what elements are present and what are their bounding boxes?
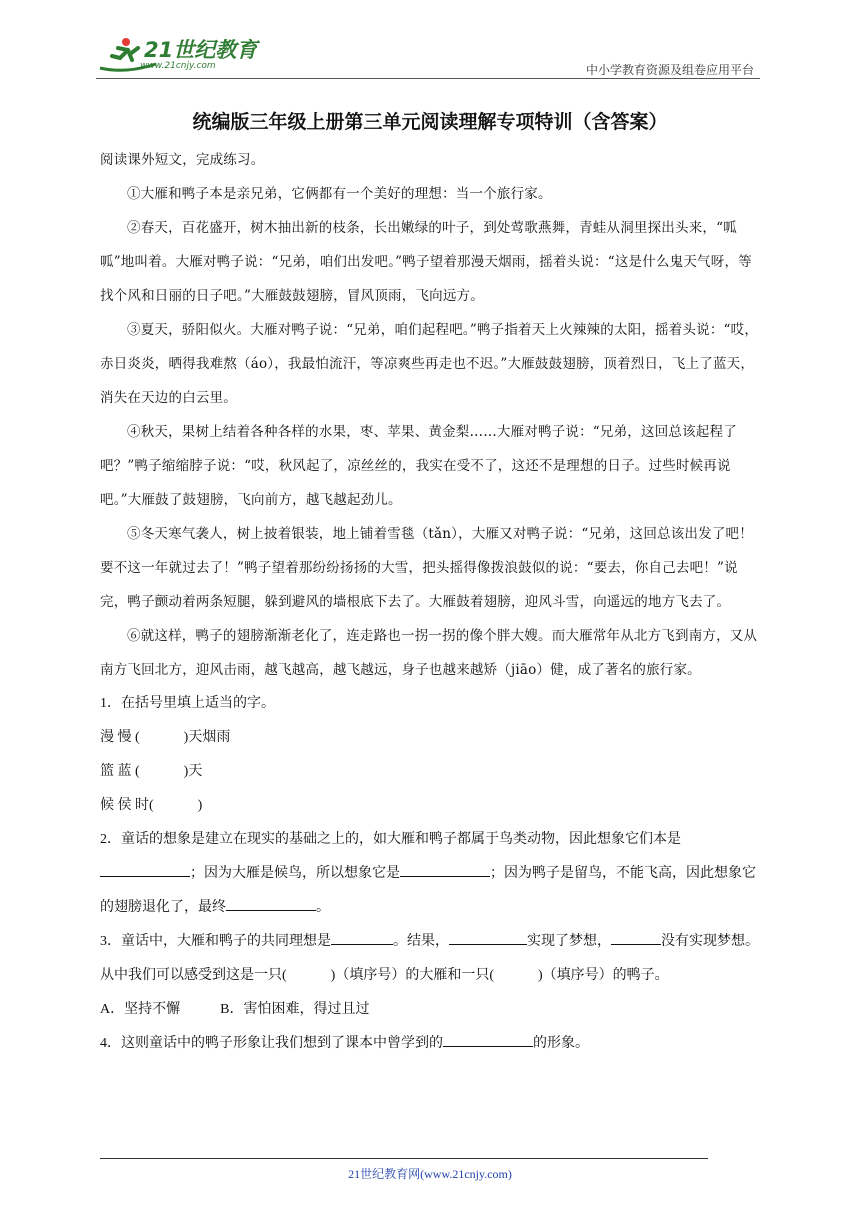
q3-part1: 3．童话中，大雁和鸭子的共同理想是 [100,934,331,949]
q3-part5: )（填序号）的大雁和一只( [330,968,494,983]
logo-text: 21世纪教育 [144,38,258,62]
answer-blank[interactable] [226,896,316,911]
instruction-text: 阅读课外短文，完成练习。 [100,152,265,168]
q2-part2: ；因为大雁是候鸟，所以想象它是 [190,866,400,881]
paragraph-3: ③夏天，骄阳似火。大雁对鸭子说：“兄弟，咱们起程吧。”鸭子指着天上火辣辣的太阳，摇着头说：“哎，赤日炎炎，晒得我难熬（áo），我最怕流汗，等凉爽些再走也不迟。”大雁鼓鼓翅膀，顶着烈日，飞上了蓝天，消失在天边的白云里。 [100,322,759,406]
q4-part1: 4．这则童话中的鸭子形象让我们想到了课本中曾学到的 [100,1036,443,1051]
paragraph-1: ①大雁和鸭子本是亲兄弟，它俩都有一个美好的理想：当一个旅行家。 [127,186,552,202]
paragraph-2: ②春天，百花盛开，树木抽出新的枝条，长出嫩绿的叶子，到处莺歌燕舞，青蛙从洞里探出头来，“呱呱”地叫着。大雁对鸭子说：“兄弟，咱们出发吧。”鸭子望着那漫天烟雨，摇着头说：“这是什么鬼天气呀，等找个风和日丽的日子吧。”大雁鼓鼓翅膀，冒风顶雨，飞向远方。 [100,220,752,304]
question-2 [100,823,762,925]
q2-part4: 。 [316,900,330,915]
answer-blank[interactable] [443,1032,533,1047]
header-divider [96,78,760,79]
q1-row2-chars: 篮 蓝 ( [100,764,140,779]
q2-part1: 2．童话的想象是建立在现实的基础之上的，如大雁和鸭子都属于鸟类动物，因此想象它们本是 [100,832,681,847]
paragraph-4: ④秋天，果树上结着各种各样的水果，枣、苹果、黄金梨……大雁对鸭子说：“兄弟，这回总该起程了吧？”鸭子缩缩脖子说：“哎，秋风起了，凉丝丝的，我实在受不了，这还不是理想的日子。过些时候再说吧。”大雁鼓了鼓翅膀，飞向前方，越飞越起劲儿。 [100,424,737,508]
option-b: B．害怕困难，得过且过 [220,1002,370,1017]
question-3-options [100,993,762,1027]
q1-row1-end: )天烟雨 [183,730,231,745]
document-body [100,146,762,1061]
paragraph-5: ⑤冬天寒气袭人，树上披着银装，地上铺着雪毯（tǎn），大雁又对鸭子说：“兄弟，这回总该出发了吧！要不这一年就过去了！”鸭子望着那纷纷扬扬的大雪，把头摇得像拨浪鼓似的说：“要去，你自己去吧！”说完，鸭子颤动着两条短腿，躲到避风的墙根底下去了。大雁鼓着翅膀，迎风斗雪，向遥远的地方飞去了。 [100,526,753,610]
footer-link[interactable]: 21世纪教育网(www.21cnjy.com) [348,1167,512,1181]
question-3 [100,925,762,993]
q3-part2: 。结果， [393,934,449,949]
header-platform-text: 中小学教育资源及组卷应用平台 [585,63,754,77]
answer-blank[interactable] [331,930,393,945]
question-4 [100,1027,762,1061]
q3-part4: 没有实现梦想。从中我们可以感受到这是一只( [100,934,759,983]
page-header [96,30,760,80]
q1-row2-end: )天 [183,764,203,779]
question-1-row-2 [100,755,762,789]
page-title: 统编版三年级上册第三单元阅读理解专项特训（含答案） [192,111,668,133]
q1-row3-end: ) [197,798,203,813]
logo-url: www.21cnjy.com [140,61,216,71]
question-1-row-1 [100,721,762,755]
question-1-row-3 [100,789,762,823]
q1-row1-chars: 漫 慢 ( [100,730,140,745]
option-a: A．坚持不懈 [100,1002,181,1017]
q3-part3: 实现了梦想， [527,934,611,949]
footer-divider [100,1158,708,1159]
paragraph-6: ⑥就这样，鸭子的翅膀渐渐老化了，连走路也一拐一拐的像个胖大嫂。而大雁常年从北方飞到南方，又从南方飞回北方，迎风击雨，越飞越高，越飞越远，身子也越来越矫（jiāo）健，成了著名的旅行家。 [100,628,758,678]
q1-row3-chars: 候 侯 时( [100,798,154,813]
q2-part3: ；因为鸭子是留鸟，不能飞高，因此想象它的翅膀退化了，最终 [100,866,756,915]
q3-part6: )（填序号）的鸭子。 [538,968,669,983]
q4-part2: 的形象。 [533,1036,589,1051]
answer-blank[interactable] [100,862,190,877]
answer-blank[interactable] [449,930,527,945]
question-1-prompt: 1．在括号里填上适当的字。 [100,696,275,711]
answer-blank[interactable] [400,862,490,877]
answer-blank[interactable] [611,930,661,945]
